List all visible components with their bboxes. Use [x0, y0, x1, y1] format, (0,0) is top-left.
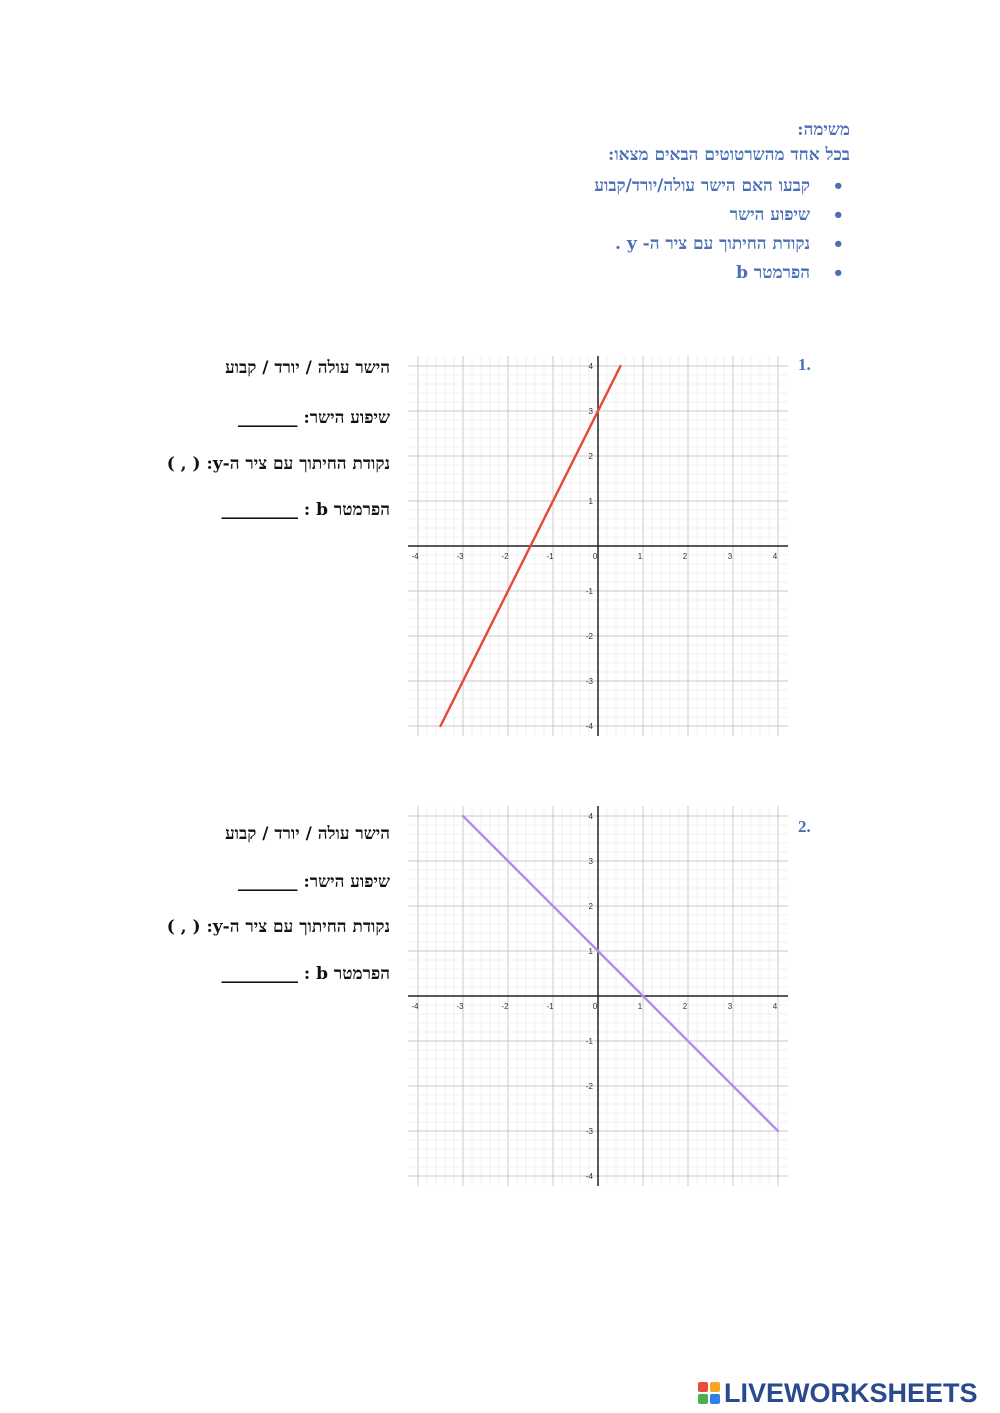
logo-block: [710, 1394, 720, 1404]
logo-block: [698, 1382, 708, 1392]
x-tick-label: 0: [592, 552, 598, 561]
question-2-slope[interactable]: שיפוע הישר: _______: [238, 872, 390, 892]
logo-blocks-icon: [698, 1382, 720, 1404]
y-tick-label: -3: [585, 677, 593, 686]
x-tick-label: 3: [727, 552, 733, 561]
y-tick-label: 1: [588, 947, 593, 956]
task-header: [290, 118, 850, 288]
bullet-direction: • קבעו האם הישר עולה/יורד/קבוע: [290, 172, 810, 201]
x-tick-label: 2: [682, 1002, 688, 1011]
task-title: משימה:: [797, 120, 850, 140]
x-tick-label: -3: [456, 552, 464, 561]
y-tick-label: -4: [585, 1172, 593, 1181]
liveworksheets-logo: [698, 1377, 978, 1408]
question-1-number: 1.: [798, 355, 811, 374]
y-tick-label: 2: [588, 902, 593, 911]
question-2-direction[interactable]: הישר עולה / יורד / קבוע: [225, 824, 390, 844]
y-tick-label: -3: [585, 1127, 593, 1136]
x-tick-label: 4: [772, 1002, 778, 1011]
question-1-intercept[interactable]: נקודת החיתוך עם ציר ה-y: ( , ): [166, 454, 390, 474]
y-tick-label: 1: [588, 497, 593, 506]
question-2-graph: [408, 806, 788, 1186]
bullet-slope: • שיפוע הישר: [290, 201, 810, 230]
x-tick-label: -3: [456, 1002, 464, 1011]
x-tick-label: 2: [682, 552, 688, 561]
bullet-intercept: • נקודת החיתוך עם ציר ה- y .: [290, 230, 810, 259]
x-tick-label: -1: [546, 552, 554, 561]
x-tick-label: 0: [592, 1002, 598, 1011]
y-tick-label: 4: [588, 812, 593, 821]
y-tick-label: -1: [585, 1037, 593, 1046]
question-1-param-b[interactable]: הפרמטר b : _________: [221, 500, 390, 520]
question-2-intercept[interactable]: נקודת החיתוך עם ציר ה-y: ( , ): [166, 917, 390, 937]
logo-block: [710, 1382, 720, 1392]
logo-block: [698, 1394, 708, 1404]
y-tick-label: -2: [585, 1082, 593, 1091]
x-tick-label: 1: [637, 1002, 643, 1011]
question-2-param-b[interactable]: הפרמטר b : _________: [221, 964, 390, 984]
y-tick-label: -4: [585, 722, 593, 731]
x-tick-label: -4: [411, 1002, 419, 1011]
x-tick-label: -1: [546, 1002, 554, 1011]
logo-text: LIVEWORKSHEETS: [724, 1377, 978, 1408]
question-2-number: 2.: [798, 817, 811, 836]
question-1-slope[interactable]: שיפוע הישר: _______: [238, 408, 390, 428]
x-tick-label: 4: [772, 552, 778, 561]
x-tick-label: -2: [501, 552, 509, 561]
x-tick-label: -4: [411, 552, 419, 561]
y-tick-label: 2: [588, 452, 593, 461]
question-1-direction[interactable]: הישר עולה / יורד / קבוע: [225, 358, 390, 378]
y-tick-label: -1: [585, 587, 593, 596]
y-tick-label: -2: [585, 632, 593, 641]
bullet-param-b: • הפרמטר b: [290, 259, 810, 288]
task-instruction: בכל אחד מהשרטוטים הבאים מצאו:: [608, 145, 850, 165]
y-tick-label: 3: [588, 857, 593, 866]
task-bullet-list: [290, 172, 850, 288]
y-tick-label: 4: [588, 362, 593, 371]
y-tick-label: 3: [588, 407, 593, 416]
x-tick-label: 1: [637, 552, 643, 561]
question-1-graph: [408, 356, 788, 736]
x-tick-label: -2: [501, 1002, 509, 1011]
series-line: [463, 816, 778, 1131]
x-tick-label: 3: [727, 1002, 733, 1011]
